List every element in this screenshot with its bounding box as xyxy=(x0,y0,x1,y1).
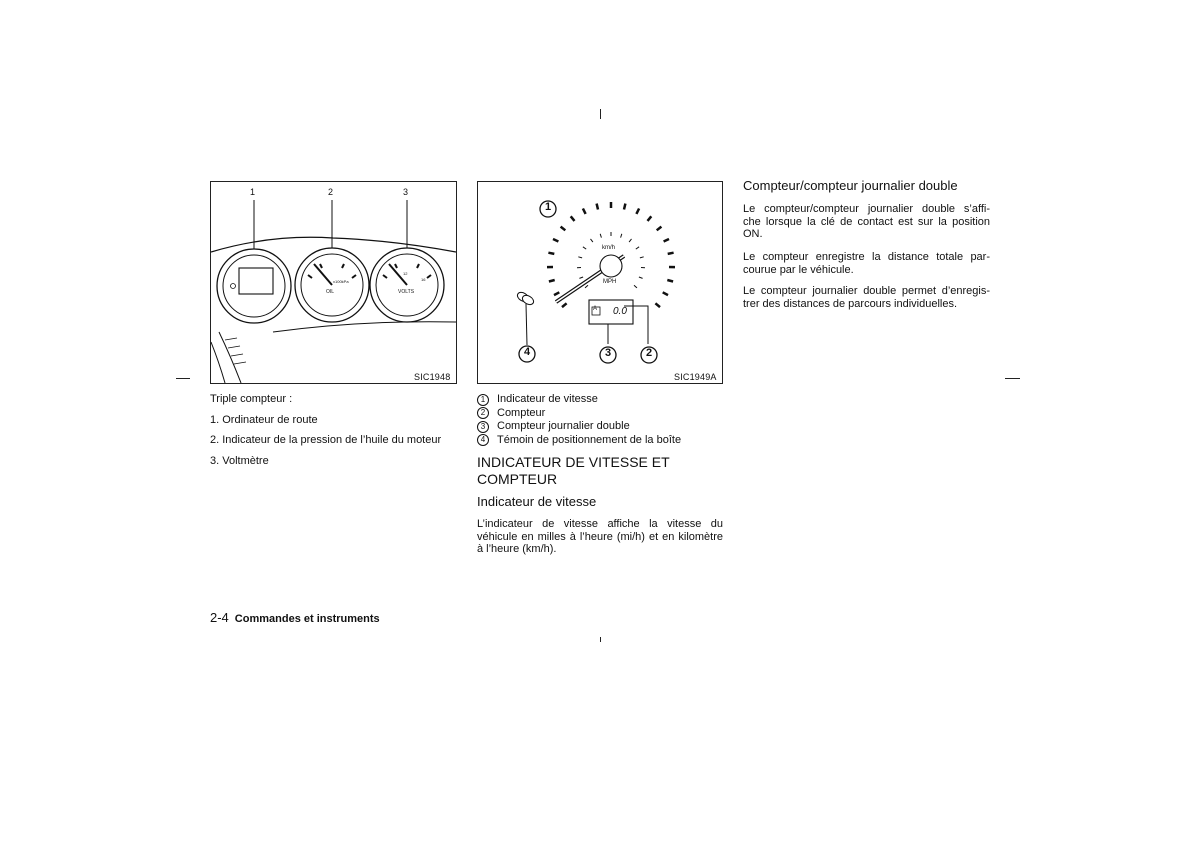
dial-tick xyxy=(664,239,669,242)
legend-number: 2 xyxy=(477,407,489,419)
legend-text: Compteur journalier double xyxy=(497,420,630,432)
dial-tick xyxy=(636,209,639,214)
oil-gauge-unit: x100kPa xyxy=(333,279,349,284)
callout-circle-1: 1 xyxy=(544,201,552,213)
dial-tick xyxy=(553,239,558,242)
dial-tick xyxy=(597,204,598,210)
callout-circle-3: 3 xyxy=(604,347,612,359)
odometer-digits: 0.0 xyxy=(613,306,627,317)
dial-tick xyxy=(621,234,622,238)
dial-tick xyxy=(585,285,588,288)
oil-gauge-label: OIL xyxy=(326,289,335,295)
list-item-trip-computer: 1. Ordinateur de route xyxy=(210,414,318,426)
dial-tick xyxy=(549,280,555,282)
legend-number: 4 xyxy=(477,434,489,446)
paragraph-line: trer des distances de parcours individuelles. xyxy=(743,297,958,310)
callout-circle-4: 4 xyxy=(523,346,531,358)
dial-tick xyxy=(583,247,586,249)
dial-tick xyxy=(624,204,625,210)
dial-tick xyxy=(640,257,644,258)
dial-tick xyxy=(657,227,662,231)
paragraph-line: che lorsque la clé de contact est sur la position xyxy=(743,215,990,228)
legend-item xyxy=(477,407,681,421)
figure-code: SIC1949A xyxy=(674,372,717,382)
mph-label: MPH xyxy=(603,279,617,285)
paragraph-line: à l’heure (km/h). xyxy=(477,543,557,555)
dial-tick xyxy=(668,253,674,254)
section-heading-line-2: COMPTEUR xyxy=(477,471,558,487)
list-item-oil-pressure: 2. Indicateur de la pression de l’huile du moteur xyxy=(210,434,442,446)
legend-text: Compteur xyxy=(497,406,546,419)
figure-speedometer xyxy=(477,181,723,384)
paragraph-line: L’indicateur de vitesse affiche la vitesse du xyxy=(477,518,723,530)
dial-tick xyxy=(600,234,601,238)
section-title: Commandes et instruments xyxy=(234,613,380,625)
paragraph-line: courue par le véhicule. xyxy=(743,263,854,276)
callout-circle-2: 2 xyxy=(645,347,653,359)
volts-gauge-label: VOLTS xyxy=(398,289,415,295)
speedometer-illustration xyxy=(478,182,722,383)
callout-1: 1 xyxy=(250,187,256,197)
dial-tick xyxy=(629,239,631,242)
legend-number: 3 xyxy=(477,421,489,433)
dial-tick xyxy=(571,216,575,221)
kmh-label: km/h xyxy=(602,245,616,251)
dial-tick xyxy=(548,253,554,254)
dial-tick xyxy=(648,216,652,221)
callout-3: 3 xyxy=(403,187,409,197)
dial-tick xyxy=(579,277,583,278)
paragraph-speedometer xyxy=(477,518,723,556)
figure-code: SIC1948 xyxy=(414,372,451,382)
paragraph-line: Le compteur journalier double permet d’enregis- xyxy=(743,285,990,297)
paragraph-odometer-display xyxy=(743,203,990,241)
dial-tick xyxy=(634,285,637,288)
dial-tick xyxy=(639,277,643,278)
crop-mark-bottom xyxy=(600,637,601,642)
paragraph-line: Le compteur/compteur journalier double s’affi- xyxy=(743,203,990,215)
paragraph-trip-meter xyxy=(743,285,990,310)
section-heading-line-1: INDICATEUR DE VITESSE ET xyxy=(477,454,670,470)
triple-gauge-intro: Triple compteur : xyxy=(210,393,293,405)
volts-low-label: 12 xyxy=(403,271,408,276)
dial-tick xyxy=(561,227,566,231)
volts-high-label: 16 xyxy=(421,277,426,282)
paragraph-line: ON. xyxy=(743,228,763,240)
paragraph-odometer-total xyxy=(743,251,990,276)
dial-tick xyxy=(636,247,639,249)
legend-item xyxy=(477,393,681,407)
dial-tick xyxy=(562,303,567,307)
figure-triple-gauge xyxy=(210,181,457,384)
crop-mark-right xyxy=(1005,378,1020,379)
subheading-speedometer: Indicateur de vitesse xyxy=(477,494,597,509)
dial-tick xyxy=(663,292,668,295)
dial-tick xyxy=(655,303,660,307)
paragraph-line: véhicule en milles à l’heure (mi/h) et en kilomètre xyxy=(477,530,723,543)
paragraph-line: Le compteur enregistre la distance totale par- xyxy=(743,251,990,263)
dial-tick xyxy=(591,239,593,242)
legend-text: Indicateur de vitesse xyxy=(497,393,598,405)
odometer-mode: A xyxy=(593,306,598,312)
dial-tick xyxy=(583,209,586,214)
callout-2: 2 xyxy=(328,187,334,197)
legend-text: Témoin de positionnement de la boîte xyxy=(497,433,682,446)
page-number: 2-4 xyxy=(210,610,229,625)
legend-number: 1 xyxy=(477,394,489,406)
heading-odometer: Compteur/compteur journalier double xyxy=(743,178,958,193)
legend-item xyxy=(477,420,681,434)
section-heading xyxy=(477,454,723,488)
crop-mark-left xyxy=(176,378,190,379)
dial-tick xyxy=(578,257,582,258)
page-footer xyxy=(210,610,380,625)
crop-mark-top xyxy=(600,109,601,119)
list-item-voltmeter: 3. Voltmètre xyxy=(210,455,269,467)
figure-legend xyxy=(477,393,681,447)
legend-item xyxy=(477,434,681,448)
dial-tick xyxy=(667,280,673,282)
dial-tick xyxy=(554,292,559,295)
